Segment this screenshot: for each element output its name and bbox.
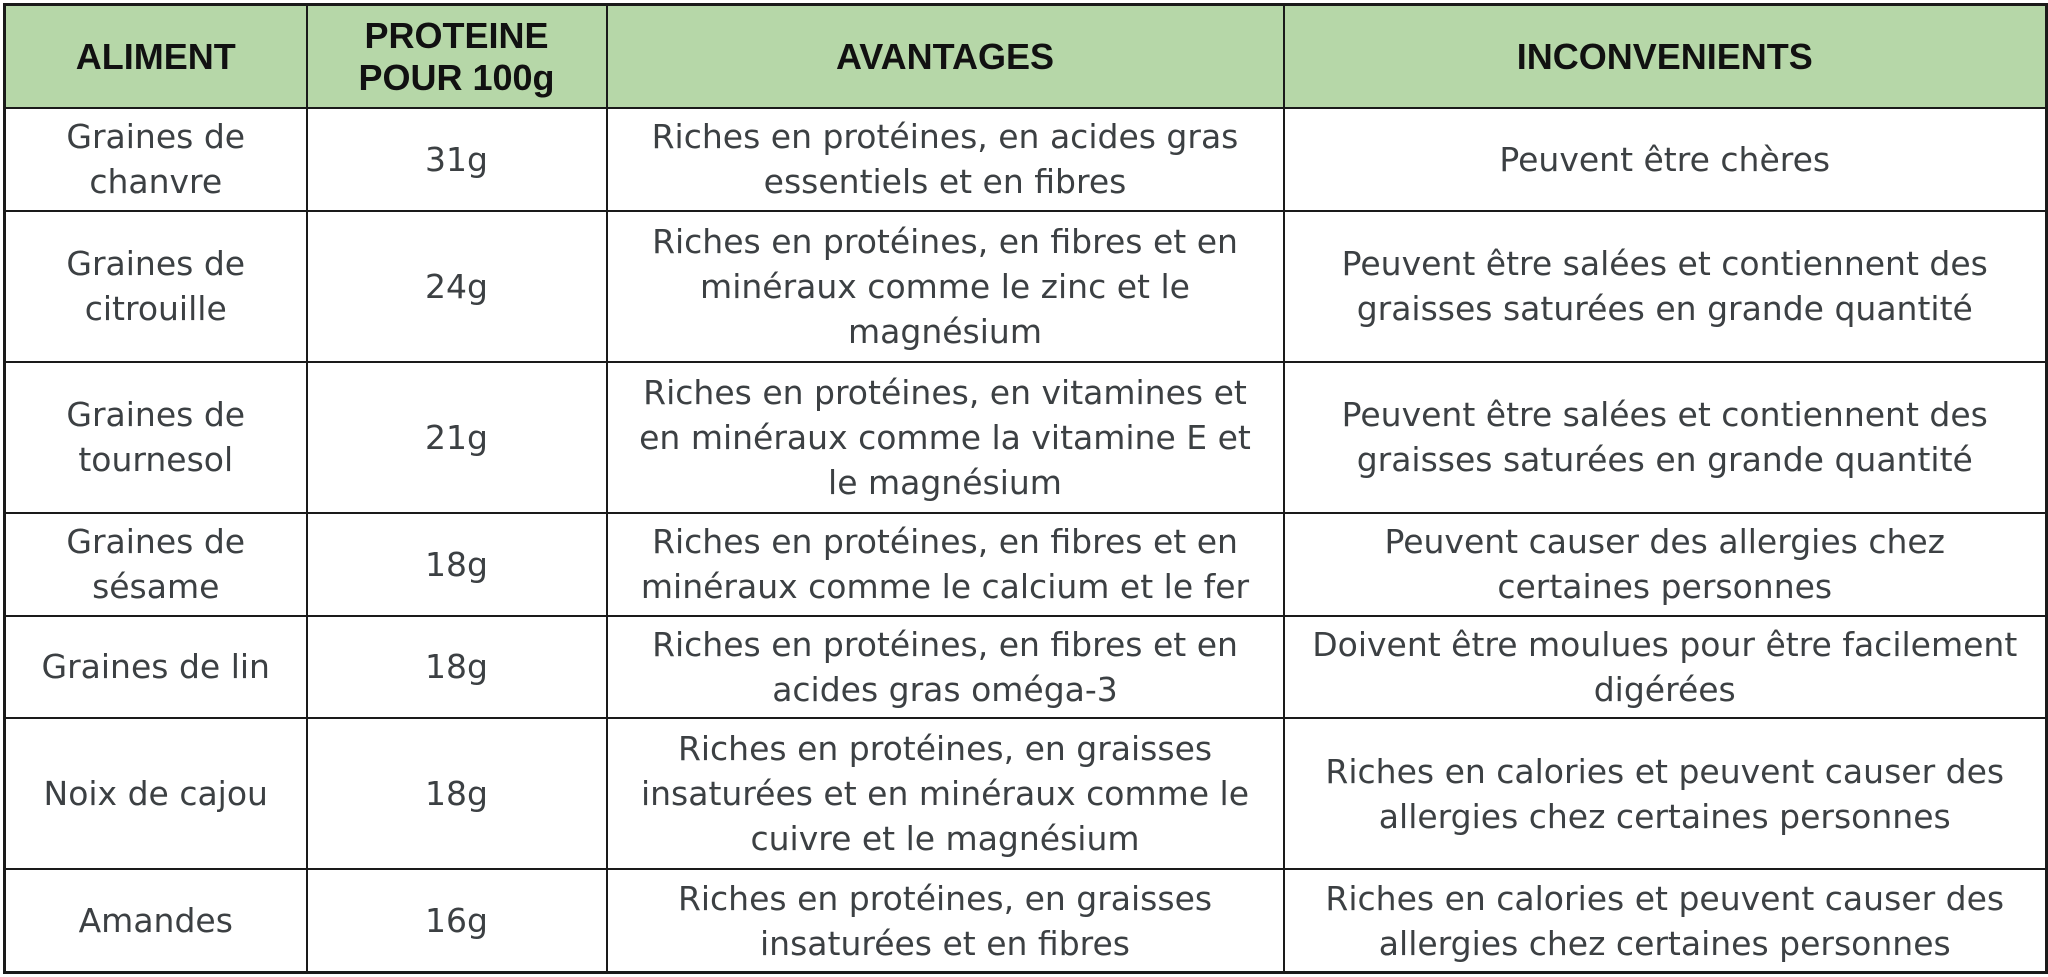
text-line: certaines personnes [1497, 567, 1833, 607]
cell-aliment [5, 513, 307, 616]
cell-avantages [607, 616, 1284, 719]
text-line: essentiels et en fibres [763, 162, 1127, 202]
cell-proteine: 21g [307, 362, 607, 513]
text-line: acides gras oméga-3 [772, 669, 1118, 709]
text-line: cuivre et le magnésium [750, 819, 1140, 859]
cell-inconvenients [1284, 869, 2047, 972]
cell-proteine: 16g [307, 869, 607, 972]
cell-inconvenients [1284, 616, 2047, 719]
cell-inconvenients [1284, 211, 2047, 362]
text-line: Riches en protéines, en fibres et en [652, 221, 1238, 261]
cell-inconvenients [1284, 362, 2047, 513]
table-row [5, 108, 2047, 211]
text-line: insaturées et en minéraux comme le [640, 774, 1250, 814]
cell-proteine: 18g [307, 616, 607, 719]
text-line: Riches en protéines, en graisses [677, 729, 1213, 769]
cell-avantages [607, 211, 1284, 362]
table-row [5, 513, 2047, 616]
text-line: Peuvent être chères [1499, 139, 1831, 179]
table-row [5, 616, 2047, 719]
text-line: Doivent être moulues pour être facilement [1312, 624, 2018, 664]
cell-aliment [5, 718, 307, 869]
text-line: graisses saturées en grande quantité [1356, 289, 1973, 329]
text-line: Peuvent être salées et contiennent des [1341, 244, 1988, 284]
text-line: Amandes [78, 901, 233, 941]
cell-proteine: 18g [307, 718, 607, 869]
text-line: allergies chez certaines personnes [1378, 923, 1951, 963]
text-line: digérées [1593, 669, 1736, 709]
cell-inconvenients [1284, 513, 2047, 616]
text-line: allergies chez certaines personnes [1378, 796, 1951, 836]
text-line: Graines de lin [41, 647, 270, 687]
cell-aliment [5, 616, 307, 719]
cell-avantages [607, 718, 1284, 869]
text-line: Riches en protéines, en fibres et en [652, 522, 1238, 562]
cell-avantages [607, 513, 1284, 616]
header-avantages: AVANTAGES [607, 5, 1284, 109]
text-line: magnésium [848, 311, 1042, 351]
text-line: Riches en protéines, en acides gras [651, 117, 1239, 157]
text-line: Graines de [66, 395, 246, 435]
table-row [5, 362, 2047, 513]
cell-aliment [5, 869, 307, 972]
text-line: le magnésium [828, 462, 1062, 502]
text-line: tournesol [78, 440, 234, 480]
text-line: Riches en protéines, en graisses [677, 878, 1213, 918]
table-row [5, 211, 2047, 362]
text-line: sésame [92, 567, 220, 607]
table-row [5, 869, 2047, 972]
header-proteine [307, 5, 607, 109]
header-proteine-line2: POUR 100g [358, 56, 555, 98]
text-line: minéraux comme le zinc et le [700, 266, 1190, 306]
text-line: Peuvent causer des allergies chez [1384, 522, 1946, 562]
text-line: Riches en calories et peuvent causer des [1325, 878, 2005, 918]
text-line: graisses saturées en grande quantité [1356, 440, 1973, 480]
cell-inconvenients [1284, 718, 2047, 869]
text-line: Noix de cajou [43, 774, 268, 814]
header-aliment: ALIMENT [5, 5, 307, 109]
cell-aliment [5, 108, 307, 211]
text-line: Riches en protéines, en fibres et en [652, 624, 1238, 664]
cell-proteine: 24g [307, 211, 607, 362]
text-line: Peuvent être salées et contiennent des [1341, 395, 1988, 435]
text-line: en minéraux comme la vitamine E et [639, 417, 1251, 457]
text-line: insaturées et en fibres [760, 923, 1130, 963]
cell-avantages [607, 362, 1284, 513]
table-row [5, 718, 2047, 869]
protein-comparison-table [3, 3, 2048, 974]
text-line: minéraux comme le calcium et le fer [640, 567, 1250, 607]
cell-aliment [5, 211, 307, 362]
cell-inconvenients [1284, 108, 2047, 211]
header-row [5, 5, 2047, 109]
text-line: chanvre [89, 162, 223, 202]
cell-avantages [607, 108, 1284, 211]
cell-proteine: 31g [307, 108, 607, 211]
cell-proteine: 18g [307, 513, 607, 616]
text-line: Riches en calories et peuvent causer des [1325, 751, 2005, 791]
text-line: Riches en protéines, en vitamines et [643, 372, 1247, 412]
header-proteine-line1: PROTEINE [364, 14, 549, 56]
text-line: Graines de [66, 522, 246, 562]
cell-aliment [5, 362, 307, 513]
cell-avantages [607, 869, 1284, 972]
text-line: Graines de [66, 244, 246, 284]
text-line: Graines de [66, 117, 246, 157]
text-line: citrouille [84, 289, 227, 329]
header-inconvenients: INCONVENIENTS [1284, 5, 2047, 109]
